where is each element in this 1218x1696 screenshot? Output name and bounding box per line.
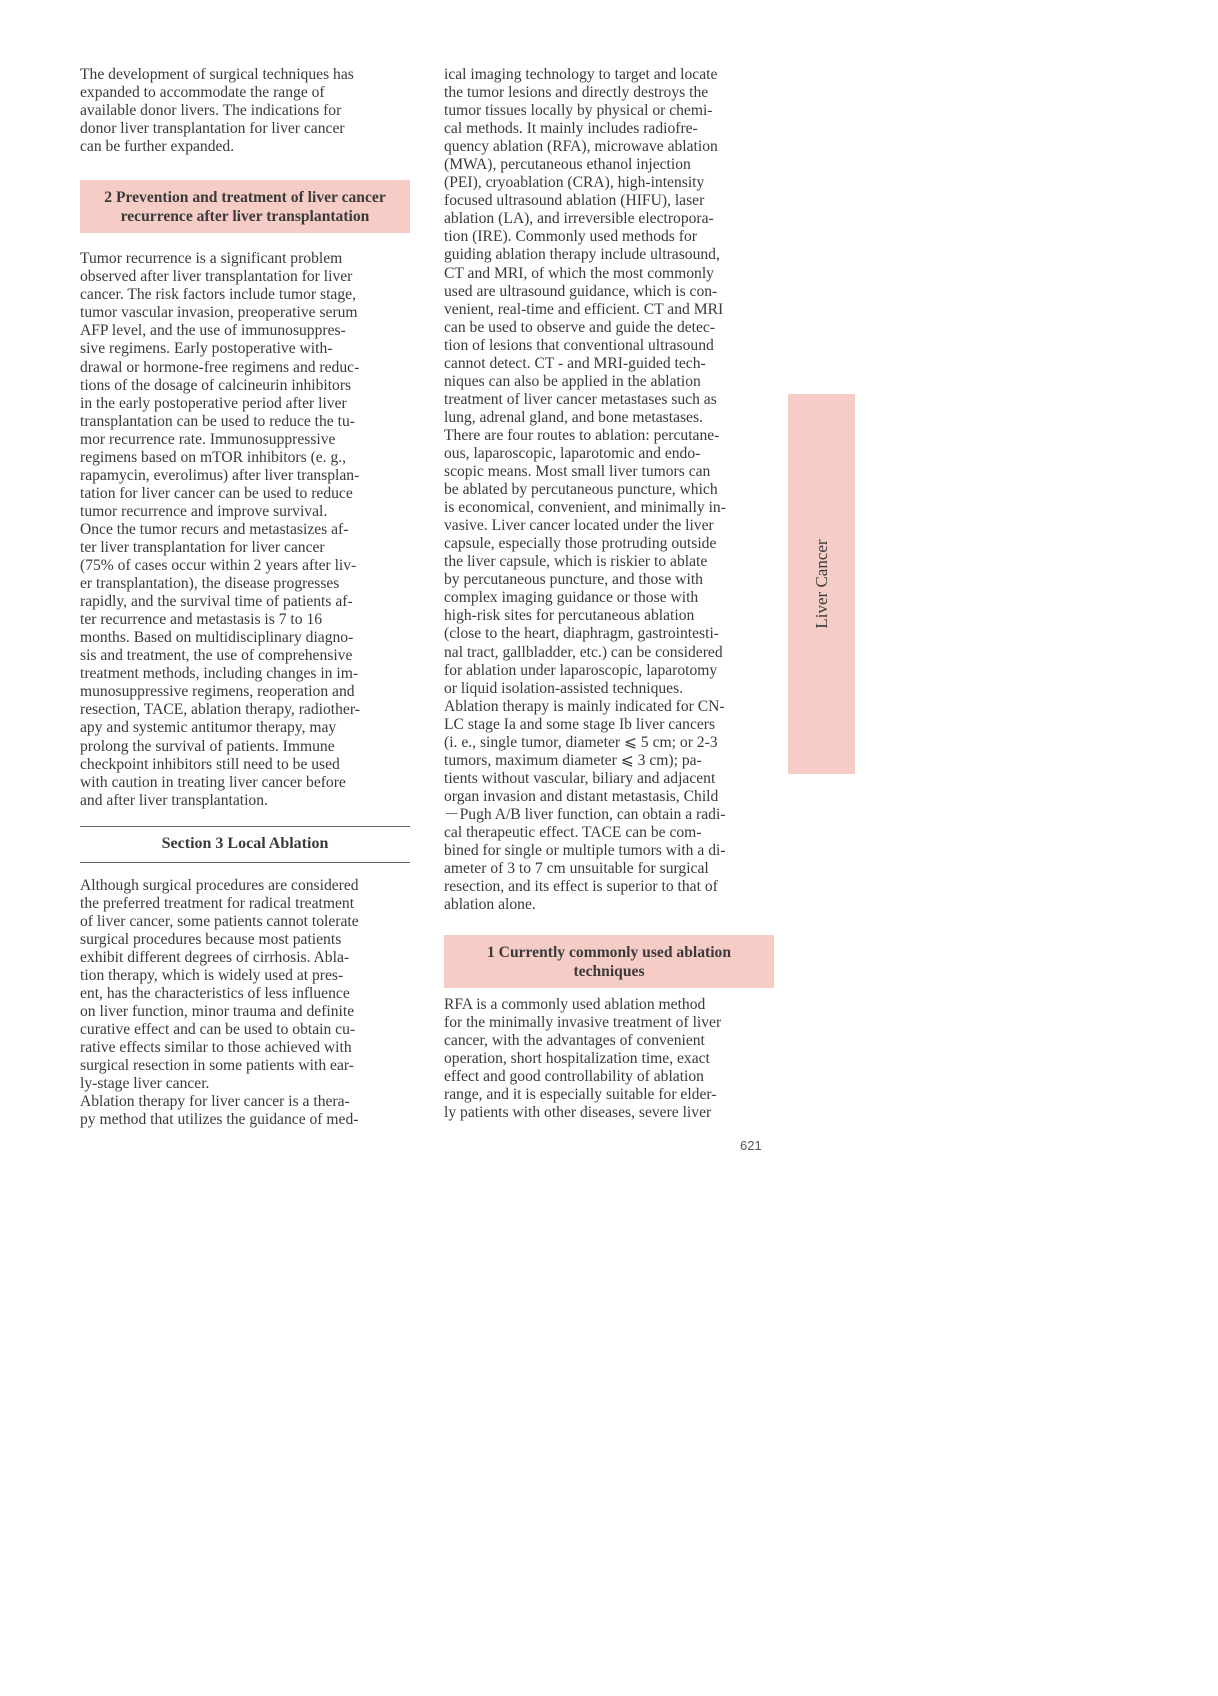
- paragraph-recurrence-risk: Tumor recurrence is a significant problem observed after liver transplantation for liver cancer. The risk factors include tumor stage, tumor vascular invasion, preoperative serum AFP level, and the use of immunosuppres- sive regimens. Early postoperative with- drawal or hormone-free regimens and reduc- tions of the dosage of calcineurin inhibitors in the early postoperative period after liver transplantation can be used to reduce the tu- mor recurrence rate. Immunosuppressive regimens based on mTOR inhibitors (e. g., rapamycin, everolimus) after liver transplan- tation for liver cancer can be used to reduce tumor recurrence and improve survival.: [80, 250, 360, 520]
- side-tab-label: Liver Cancer: [811, 539, 831, 629]
- paragraph-ablation-routes: There are four routes to ablation: percutane- ous, laparoscopic, laparotomic and endo- scopic means. Most small liver tumors can be ablated by percutaneous puncture, which is economical, convenient, and minimally in- vasive. Liver cancer located under the liver capsule, especially those protruding outside the liver capsule, which is riskier to ablate by percutaneous puncture, and those with complex imaging guidance or those with high-risk sites for percutaneous ablation (close to the heart, diaphragm, gastrointesti- nal tract, gallbladder, etc.) can be considered for ablation under laparoscopic, laparotomy or liquid isolation-assisted techniques.: [444, 426, 726, 697]
- right-column: [444, 66, 774, 1123]
- section-title: Section 3 Local Ablation: [80, 826, 410, 863]
- left-column: [80, 66, 410, 1129]
- subheading-ablation-techniques: 1 Currently commonly used ablation techniques: [444, 935, 774, 988]
- paragraph-indications: Ablation therapy is mainly indicated for CN- LC stage Ia and some stage Ib liver cancers (i. e., single tumor, diameter ⩽ 5 cm; or 2-3 tumors, maximum diameter ⩽ 3 cm); pa- tients without vascular, biliary and adjacent organ invasion and distant metastasis, Child －Pugh A/B liver function, can obtain a radi- cal therapeutic effect. TACE can be com- bined for single or multiple tumors with a di- ameter of 3 to 7 cm unsuitable for surgical resection, and its effect is superior to that of ablation alone.: [444, 697, 726, 914]
- paragraph-imaging-guidance: ical imaging technology to target and locate the tumor lesions and directly destroys the tumor tissues locally by physical or chemi- cal methods. It mainly includes radiofre- quency ablation (RFA), microwave ablation (MWA), percutaneous ethanol injection (PEI), cryoablation (CRA), high-intensity focused ultrasound ablation (HIFU), laser ablation (LA), and irreversible electropora- tion (IRE). Commonly used methods for guiding ablation therapy include ultrasound, CT and MRI, of which the most commonly used are ultrasound guidance, which is con- venient, real-time and efficient. CT and MRI can be used to observe and guide the detec- tion of lesions that conventional ultrasound cannot detect. CT - and MRI-guided tech- niques can also be applied in the ablation treatment of liver cancer metastases such as lung, adrenal gland, and bone metastases.: [444, 66, 724, 426]
- paragraph-ablation-intro: Although surgical procedures are considered the preferred treatment for radical treatment of liver cancer, some patients cannot tolerate surgical procedures because most patients exhibit different degrees of cirrhosis. Abla- tion therapy, which is widely used at pres- ent, has the characteristics of less influence on liver function, minor trauma and definite curative effect and can be used to obtain cu- rative effects similar to those achieved with surgical resection in some patients with ear- ly-stage liver cancer.: [80, 876, 359, 1093]
- subheading-prevention-recurrence: 2 Prevention and treatment of liver cancer recurrence after liver transplantation: [80, 180, 410, 233]
- page-number: 621: [740, 1138, 762, 1153]
- paragraph-intro: The development of surgical techniques has expanded to accommodate the range of available donor livers. The indications for donor liver transplantation for liver cancer can be further expanded.: [80, 66, 354, 156]
- paragraph-ablation-method: Ablation therapy for liver cancer is a thera- py method that utilizes the guidance of med-: [80, 1093, 359, 1129]
- paragraph-rfa: RFA is a commonly used ablation method for the minimally invasive treatment of liver cancer, with the advantages of convenient operation, short hospitalization time, exact effect and good controllability of ablation range, and it is especially suitable for elder- ly patients with other diseases, severe liver: [444, 996, 722, 1122]
- side-tab: [788, 394, 855, 774]
- paragraph-metastasis: Once the tumor recurs and metastasizes af- ter liver transplantation for liver cancer (75% of cases occur within 2 years after liv- er transplantation), the disease progresses rapidly, and the survival time of patients af- ter recurrence and metastasis is 7 to 16 months. Based on multidisciplinary diagno- sis and treatment, the use of comprehensive treatment methods, including changes in im- munosuppressive regimens, reoperation and resection, TACE, ablation therapy, radiother- apy and systemic antitumor therapy, may prolong the survival of patients. Immune checkpoint inhibitors still need to be used with caution in treating liver cancer before and after liver transplantation.: [80, 520, 360, 809]
